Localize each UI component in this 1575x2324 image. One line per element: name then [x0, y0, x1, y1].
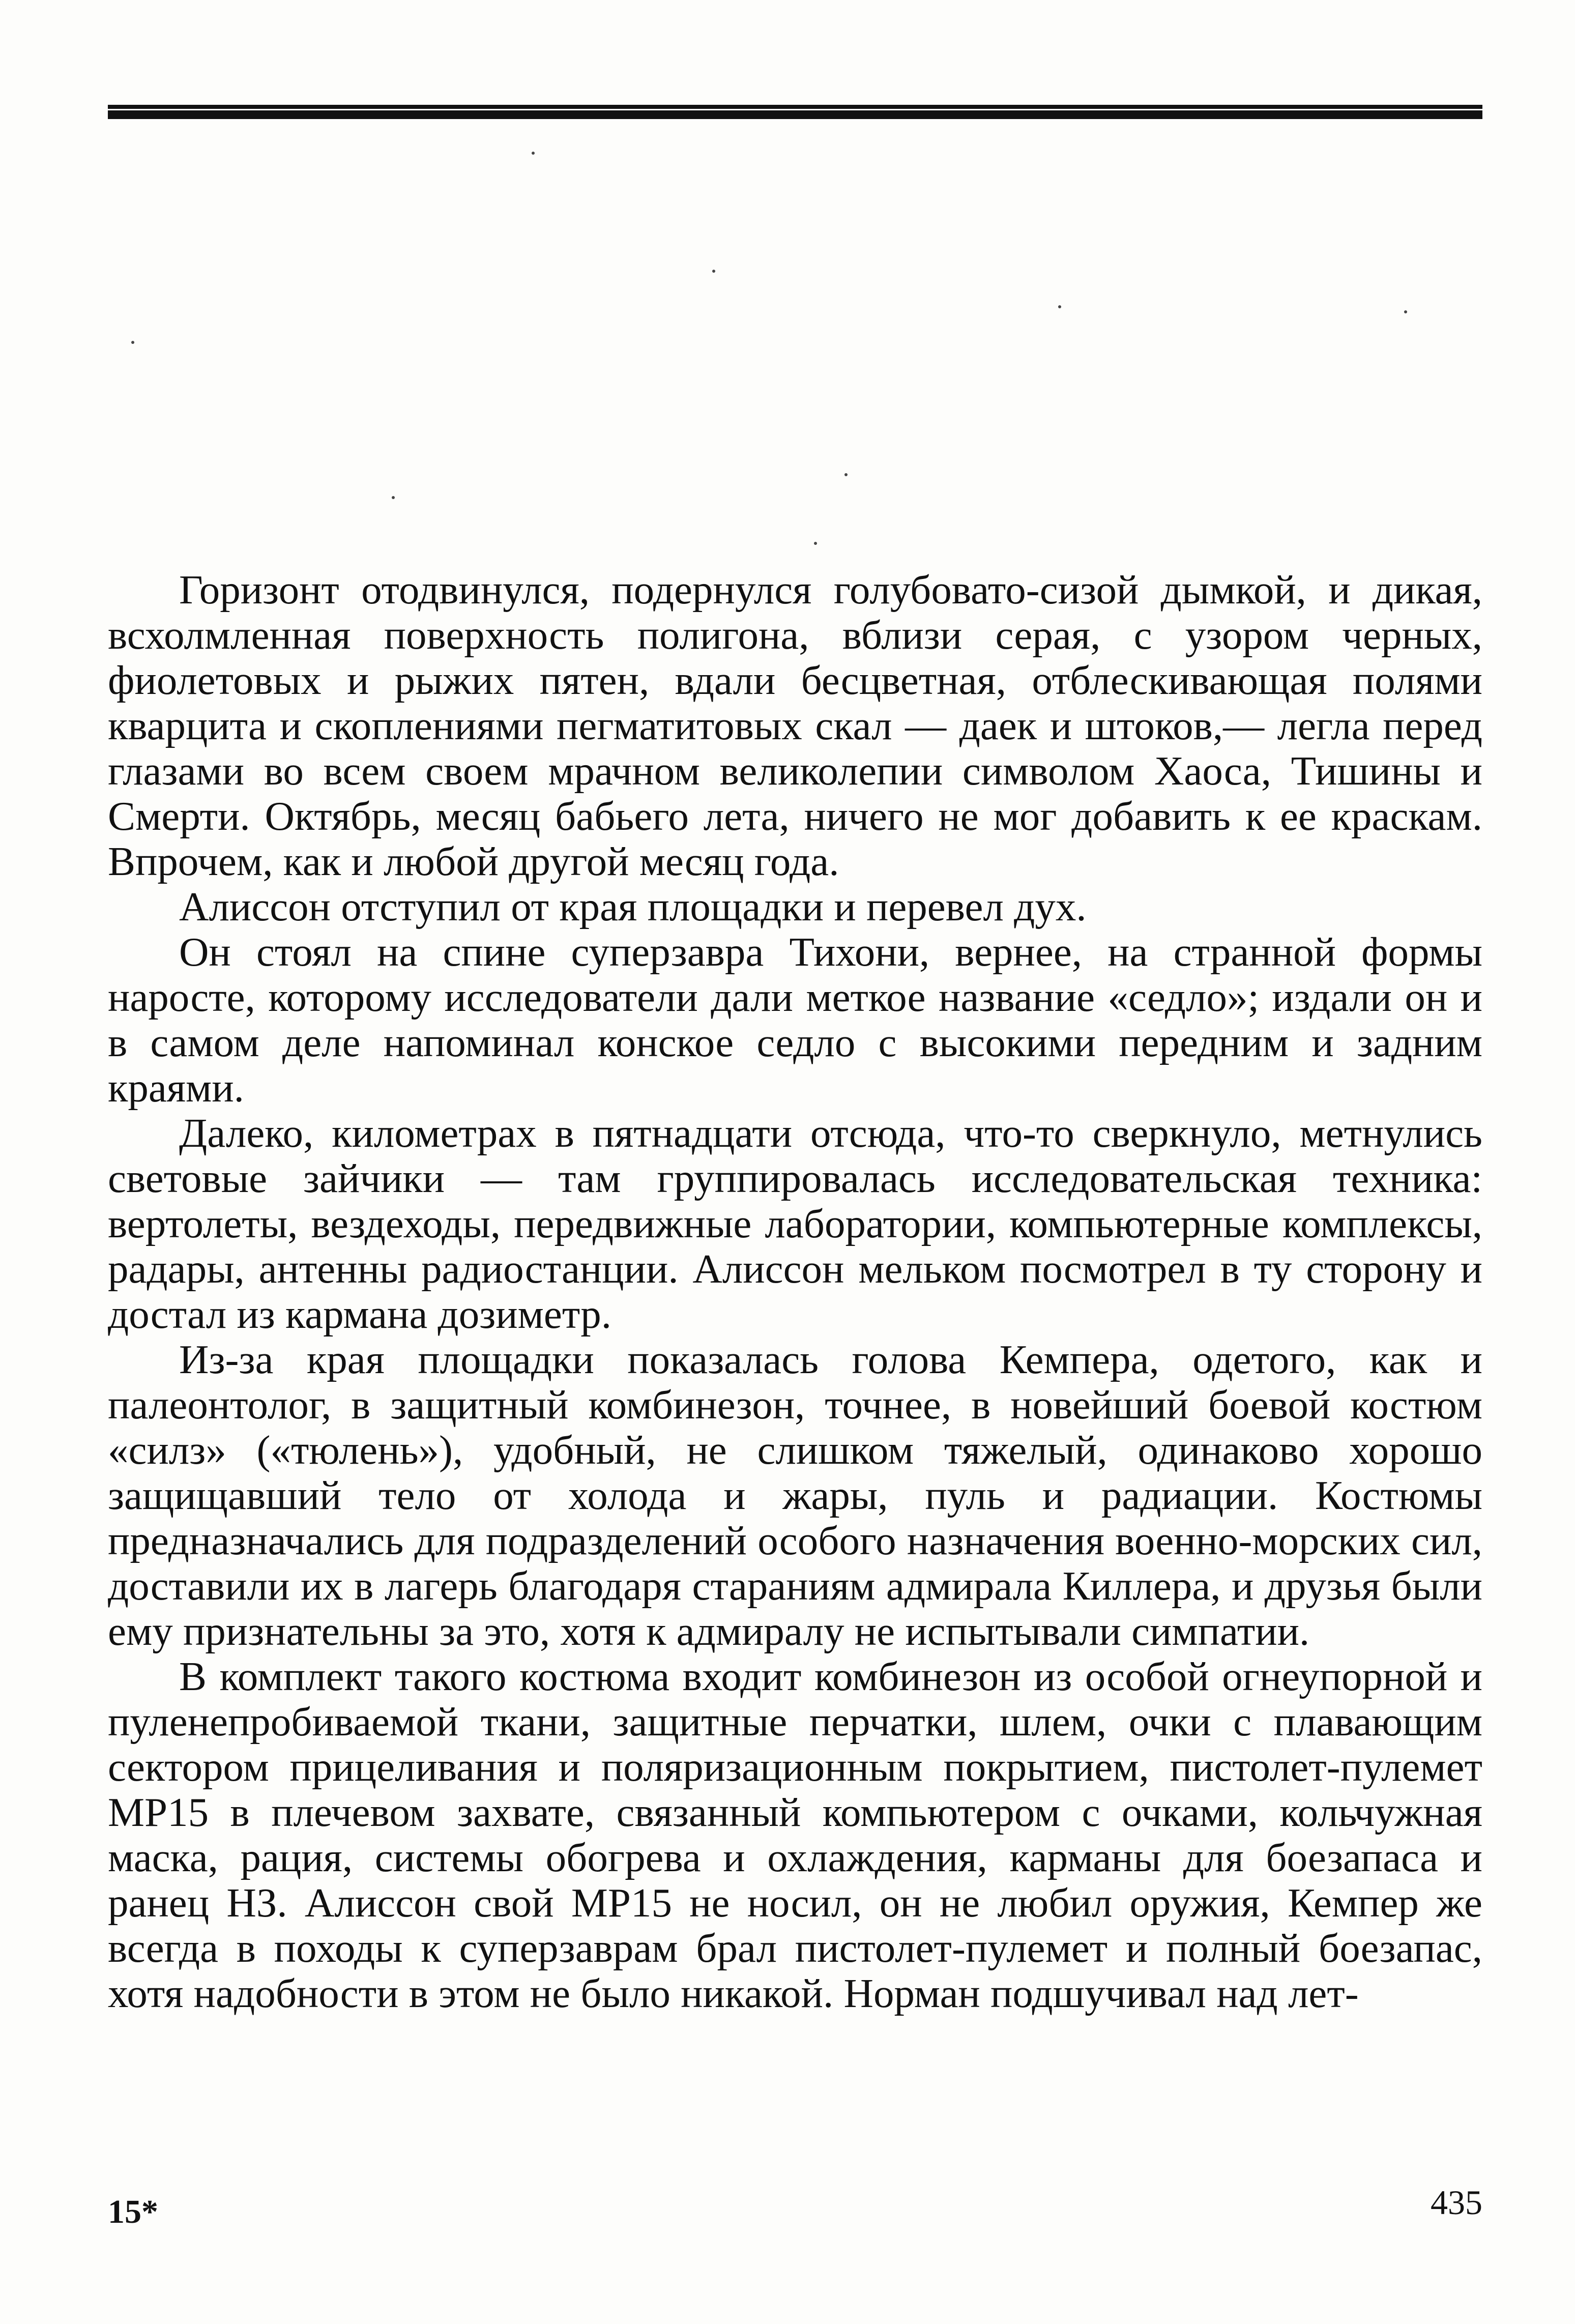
print-speck	[532, 152, 535, 155]
print-speck	[1058, 305, 1061, 308]
page-number: 435	[1431, 2183, 1482, 2222]
print-speck	[814, 542, 817, 545]
print-speck	[131, 341, 134, 344]
signature-mark: 15*	[108, 2193, 158, 2230]
paragraph: Далеко, километрах в пятнадцати отсюда, что-то сверкнуло, метнулись световые зайчики — там группировалась исследовательская техника: вертолеты, вездеходы, передвижные лаборатории, компьютерные комплексы, радары, антенны радиостанции. Алиссон мельком посмотрел в ту сторону и достал из кармана дозиметр.	[108, 1110, 1482, 1337]
paragraph: В комплект такого костюма входит комбинезон из особой огнеупорной и пуленепробиваемой ткани, защитные перчатки, шлем, очки с плавающим сектором прицеливания и поляризационным покрытием, пистолет-пулемет МР15 в плечевом захвате, связанный компьютером с очками, кольчужная маска, рация, системы обогрева и охлаждения, карманы для боезапаса и ранец НЗ. Алиссон свой МР15 не носил, он не любил оружия, Кемпер же всегда в походы к суперзаврам брал пистолет-пулемет и полный боезапас, хотя надобности в этом не было никакой. Норман подшучивал над лет-	[108, 1653, 1482, 2016]
page-footer	[108, 2183, 1482, 2244]
paragraph: Алиссон отступил от края площадки и перевел дух.	[179, 884, 1087, 929]
print-speck	[392, 496, 395, 499]
body-text	[108, 567, 1482, 2016]
top-rule	[108, 105, 1482, 119]
print-speck	[844, 473, 848, 476]
paragraph: Он стоял на спине суперзавра Тихони, вернее, на странной формы наросте, которому исследователи дали меткое название «седло»; издали он и в самом деле напоминал конское седло с высокими передним и задним краями.	[108, 929, 1482, 1111]
print-speck	[1404, 310, 1407, 313]
paragraph: Из-за края площадки показалась голова Кемпера, одетого, как и палеонтолог, в защитный комбинезон, точнее, в новейший боевой костюм «силз» («тюлень»), удобный, не слишком тяжелый, одинаково хорошо защищавший тело от холода и жары, пуль и радиации. Костюмы предназначались для подразделений особого назначения военно-морских сил, доставили их в лагерь благодаря стараниям адмирала Киллера, и друзья были ему признательны за это, хотя к адмиралу не испытывали симпатии.	[108, 1337, 1482, 1654]
paragraph: Горизонт отодвинулся, подернулся голубовато-сизой дымкой, и дикая, всхолмленная поверхность полигона, вблизи серая, с узором черных, фиолетовых и рыжих пятен, вдали бесцветная, отблескивающая полями кварцита и скоплениями пегматитовых скал — даек и штоков,— легла перед глазами во всем своем мрачном великолепии символом Хаоса, Тишины и Смерти. Октябрь, месяц бабьего лета, ничего не мог добавить к ее краскам. Впрочем, как и любой другой месяц года.	[108, 567, 1482, 884]
print-speck	[712, 270, 715, 273]
